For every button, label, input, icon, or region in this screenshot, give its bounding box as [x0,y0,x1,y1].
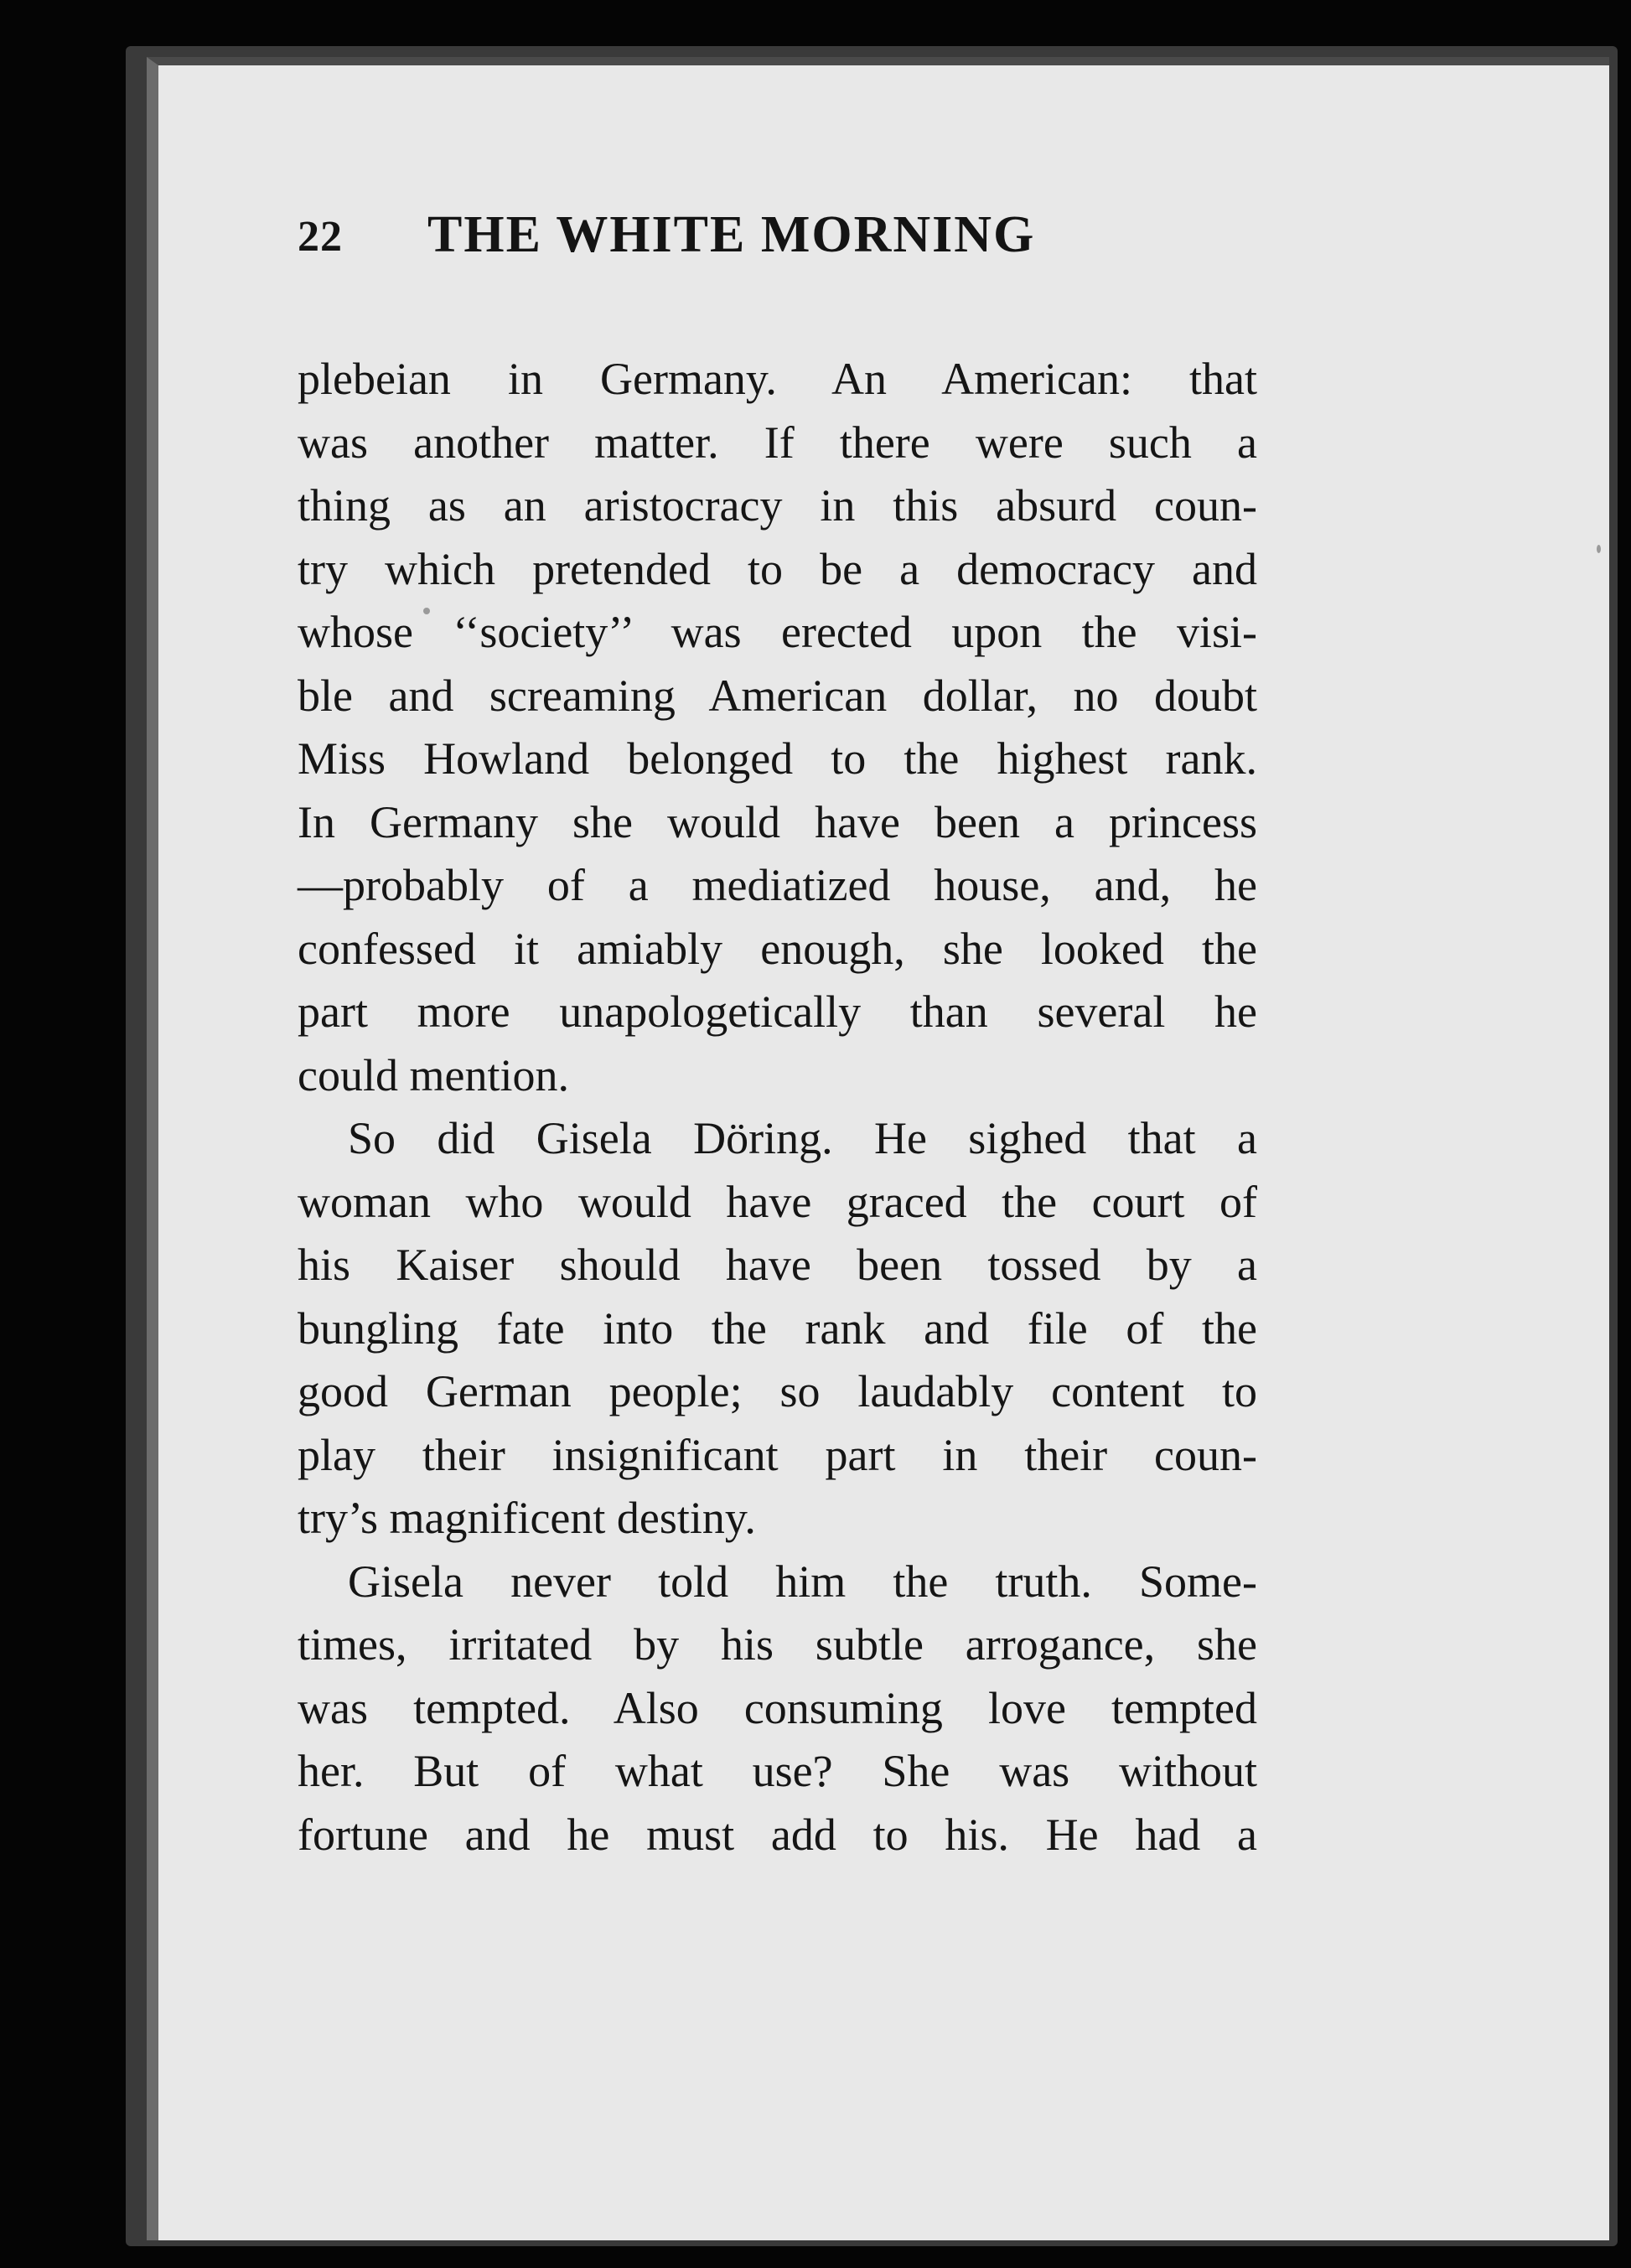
text-line: play their insignificant part in their coun- [298,1429,1257,1480]
text-line: Gisela never told him the truth. Some- [348,1556,1257,1607]
text-line: —probably of a mediatized house, and, he [298,860,1257,910]
text-line: whose ‘‘society’’ was erected upon the visi- [298,607,1257,657]
text-line: woman who would have graced the court of [298,1176,1257,1227]
text-line: part more unapologetically than several he [298,986,1257,1037]
text-line: his Kaiser should have been tossed by a [298,1240,1257,1290]
paragraph [298,1551,1257,1867]
text-line: could mention. [298,1049,569,1100]
text-line: was tempted. Also consuming love tempted [298,1682,1257,1733]
text-line: In Germany she would have been a princess [298,796,1257,847]
text-line: try which pretended to be a democracy and [298,543,1257,594]
text-line: good German people; so laudably content to [298,1366,1257,1416]
dust-speck [1597,545,1601,553]
text-line: try’s magnificent destiny. [298,1493,756,1543]
running-title: THE WHITE MORNING [427,206,1036,263]
text-line: fortune and he must add to his. He had a [298,1809,1257,1860]
text-line: was another matter. If there were such a [298,417,1257,468]
paragraph [298,1107,1257,1551]
text-line: thing as an aristocracy in this absurd coun- [298,480,1257,531]
text-line: bungling fate into the rank and file of the [298,1302,1257,1354]
running-head [298,205,1303,298]
text-line: ble and screaming American dollar, no doubt [298,670,1257,721]
text-line: her. But of what use? She was without [298,1746,1257,1796]
text-line: times, irritated by his subtle arrogance, she [298,1619,1257,1670]
text-line: Miss Howland belonged to the highest rank. [298,733,1257,784]
paragraph [298,348,1257,1107]
page-number: 22 [298,213,343,261]
body-text [298,348,1257,1867]
text-line: So did Gisela Döring. He sighed that a [348,1113,1257,1163]
text-line: confessed it amiably enough, she looked the [298,923,1257,974]
text-line: plebeian in Germany. An American: that [298,354,1257,404]
